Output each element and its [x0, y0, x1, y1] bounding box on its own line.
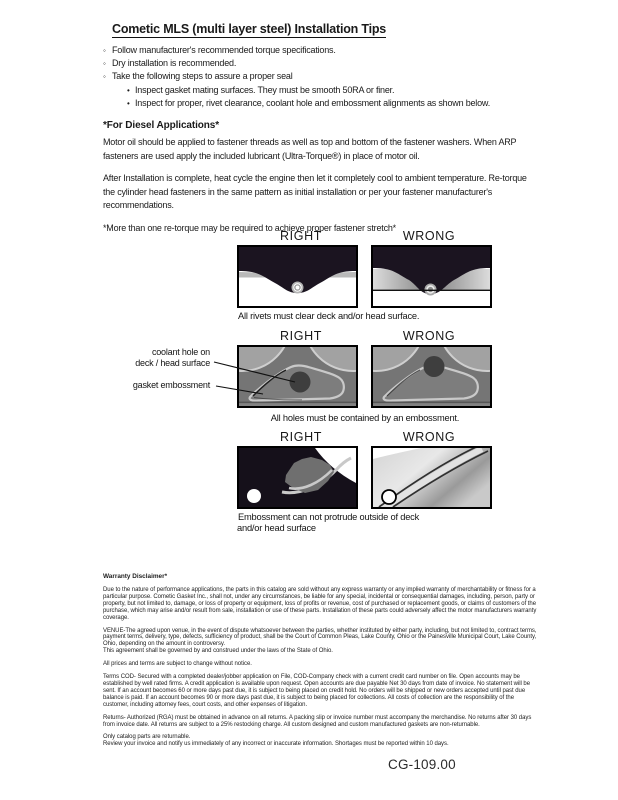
venue-paragraph: VENUE-The agreed upon venue, in the event of dispute whatsoever between the parties, whether instituted by either party, including, but not limited to, contract terms, payment terms, delivery, type, defects, sufficiency of product, shall be the Court of Common Pleas, Lake County, Ohio or the Painesville Municipal Court, Lake County, Ohio, depending on the amount in controversy. — [103, 627, 537, 648]
filled-bullet-icon: • — [127, 85, 130, 95]
protrusion-right-graphic — [239, 448, 356, 507]
hollow-bullet-icon: ◦ — [103, 59, 106, 69]
rivet-right-diagram — [237, 245, 358, 308]
right-label: RIGHT — [280, 329, 322, 343]
wrong-label: WRONG — [402, 229, 456, 243]
protrusion-right-diagram — [237, 446, 358, 509]
embossment-right-diagram — [237, 345, 358, 408]
row1-caption: All rivets must clear deck and/or head surface. — [238, 311, 420, 321]
bullet-text: Inspect gasket mating surfaces. They must be smooth 50RA or finer. — [135, 84, 395, 95]
bullet-item — [103, 44, 543, 57]
row2-caption: All holes must be contained by an embossment. — [270, 413, 460, 423]
sub-bullet-item — [127, 97, 543, 110]
protrusion-wrong-diagram — [371, 446, 492, 509]
row3-diagrams — [237, 446, 493, 509]
filled-bullet-icon: • — [127, 98, 130, 108]
warranty-paragraph: Due to the nature of performance applications, the parts in this catalog are sold without any express warranty or any implied warranty of merchantability or fitness for a particular purpose. Cometic Gasket Inc., shall not, under any circumstances, be liable for any special, incidental or consequential damages, including, person, party or property, but not limited to, damage, or loss of property or equipment, loss of profits or revenue, cost of purchased or replacement goods, or claims of customers of the purchase, which may arise and/or result from sale, installation or use of these parts. Installation of these parts could adversely affect the motor manufacturers warranty coverage. — [103, 587, 537, 621]
rivet-wrong-diagram — [371, 245, 492, 308]
prices-paragraph: All prices and terms are subject to change without notice. — [103, 661, 252, 668]
embossment-right-graphic — [239, 347, 356, 406]
page-code: CG-109.00 — [388, 757, 456, 772]
governed-paragraph: This agreement shall be governed by and construed under the laws of the State of Ohio. — [103, 648, 333, 655]
right-label: RIGHT — [280, 229, 322, 243]
page-title: Cometic MLS (multi layer steel) Installation Tips — [112, 22, 387, 36]
wrong-label: WRONG — [402, 430, 456, 444]
row3-labels — [237, 430, 493, 444]
row2-diagrams — [237, 345, 493, 408]
row3-caption-line2: and/or head surface — [237, 523, 316, 533]
gasket-embossment-callout-label: gasket embossment — [132, 380, 210, 390]
bullet-text: Inspect for proper, rivet clearance, coolant hole and embossment alignments as shown below. — [135, 97, 491, 108]
coolant-hole-callout — [98, 347, 210, 368]
rivet-wrong-graphic — [373, 247, 490, 306]
diagram-column — [237, 229, 493, 534]
returns-paragraph: Returns- Authorized (RGA) must be obtained in advance on all returns. A packing slip or invoice number must accompany the merchandise. No returns after 30 days from invoice date. All returns are subject to a 25% restocking charge. All custom designed and custom manufactured gaskets are non-returnable. — [103, 714, 532, 728]
right-label: RIGHT — [280, 430, 322, 444]
bullet-item — [103, 70, 543, 83]
bullet-text: Dry installation is recommended. — [112, 58, 237, 69]
bullet-item — [103, 57, 543, 70]
bullet-text: Take the following steps to assure a proper seal — [112, 71, 293, 82]
catalog-parts-paragraph: Only catalog parts are returnable. — [103, 734, 191, 741]
hollow-bullet-icon: ◦ — [103, 72, 106, 82]
gasket-embossment-callout — [98, 380, 210, 391]
coolant-hole-callout-line1: coolant hole on — [151, 347, 210, 357]
row2-labels — [237, 329, 493, 343]
diesel-paragraph: After Installation is complete, heat cycle the engine then let it completely cool to ambient temperature. Re-torque the cylinder head fasteners in the same pattern as initial installation or per your fastener manufacturer's recommendations. — [103, 173, 527, 211]
row3-caption-line1: Embossment can not protrude outside of deck — [238, 512, 420, 522]
retorque-note: *More than one re-torque may be required to achieve proper fastener stretch* — [103, 222, 396, 233]
sub-bullet-item — [127, 84, 543, 97]
protrusion-wrong-graphic — [373, 448, 490, 507]
review-invoice-paragraph: Review your invoice and notify us immediately of any incorrect or inaccurate information. Shortages must be reported within 10 days. — [103, 741, 449, 748]
row1-labels — [237, 229, 493, 243]
warranty-disclaimer-section — [103, 573, 541, 754]
row1-diagrams — [237, 245, 493, 308]
diesel-paragraph: Motor oil should be applied to fastener threads as well as top and bottom of the fastener washers. When ARP fasteners are used apply the included lubricant (Ultra-Torque®) in place of motor oil. — [103, 137, 517, 161]
bullet-text: Follow manufacturer's recommended torque specifications. — [112, 45, 336, 55]
hollow-bullet-icon: ◦ — [103, 46, 106, 55]
rivet-right-graphic — [239, 247, 356, 306]
terms-cod-paragraph: Terms COD- Secured with a completed dealer/jobber application on File, COD-Company check with a current credit card number on file. Open accounts may be established by well rated firms. A credit application is available upon request. Open accounts are due payable Net 30 days from date of invoice. No statement will be sent. If an account becomes 60 or more days past due, it is subject to being placed on credit hold. No orders will be shipped or new orders accepted until past due balance is paid. If an account becomes 90 or more days past due, it is subject to being placed for collections. All costs of collection are the responsibility of the customer, including attorney fees, court costs, and other expenses of litigation. — [103, 674, 530, 708]
wrong-label: WRONG — [402, 329, 456, 343]
coolant-hole-callout-line2: deck / head surface — [135, 357, 210, 368]
embossment-wrong-diagram — [371, 345, 492, 408]
diesel-applications-heading: *For Diesel Applications* — [103, 120, 220, 132]
installation-tips-section — [103, 20, 543, 244]
embossment-wrong-graphic — [373, 347, 490, 406]
warranty-heading: Warranty Disclaimer* — [103, 573, 168, 580]
